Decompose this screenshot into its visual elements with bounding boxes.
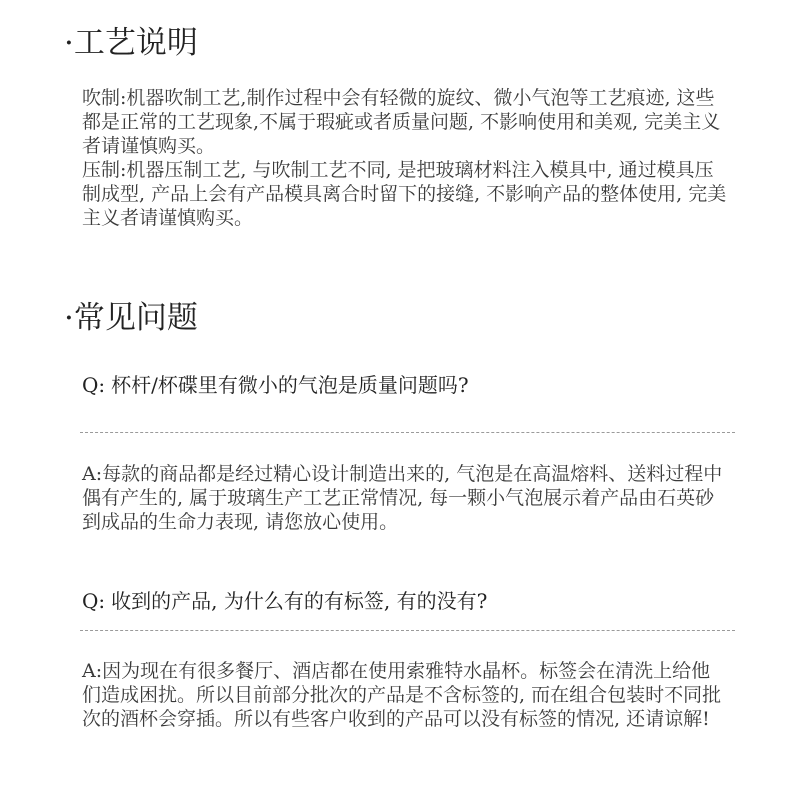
faq-question-2 [82, 588, 487, 614]
question-text: 收到的产品, 为什么有的有标签, 有的没有? [111, 589, 488, 613]
faq-answer-1: A:每款的商品都是经过精心设计制造出来的, 气泡是在高温熔料、送料过程中偶有产生的, 属于玻璃生产工艺正常情况, 每一颗小气泡展示着产品由石英砂到成品的生命力表现, 请您放心使用。 [82, 463, 723, 533]
question-prefix: Q: [82, 373, 106, 397]
question-text: 杯杆/杯碟里有微小的气泡是质量问题吗? [111, 373, 469, 397]
question-prefix: Q: [82, 589, 106, 613]
divider [80, 630, 735, 631]
section-title-craft: ·工艺说明 [64, 25, 198, 61]
craft-blow-paragraph: 吹制:机器吹制工艺,制作过程中会有轻微的旋纹、微小气泡等工艺痕迹, 这些都是正常的工艺现象,不属于瑕疵或者质量问题, 不影响使用和美观, 完美主义者请谨慎购买。 [82, 87, 721, 157]
faq-question-1 [82, 372, 469, 398]
faq-answer-2: A:因为现在有很多餐厅、酒店都在使用索雅特水晶杯。标签会在清洗上给他们造成困扰。所以目前部分批次的产品是不含标签的, 而在组合包装时不同批次的酒杯会穿插。所以有些客户收到的产品可以没有标签的情况, 还请谅解! [82, 660, 722, 730]
divider [80, 432, 735, 433]
section-title-faq: ·常见问题 [64, 300, 198, 336]
craft-press-paragraph: 压制:机器压制工艺, 与吹制工艺不同, 是把玻璃材料注入模具中, 通过模具压制成型, 产品上会有产品模具离合时留下的接缝, 不影响产品的整体使用, 完美主义者请谨慎购买。 [82, 159, 727, 229]
